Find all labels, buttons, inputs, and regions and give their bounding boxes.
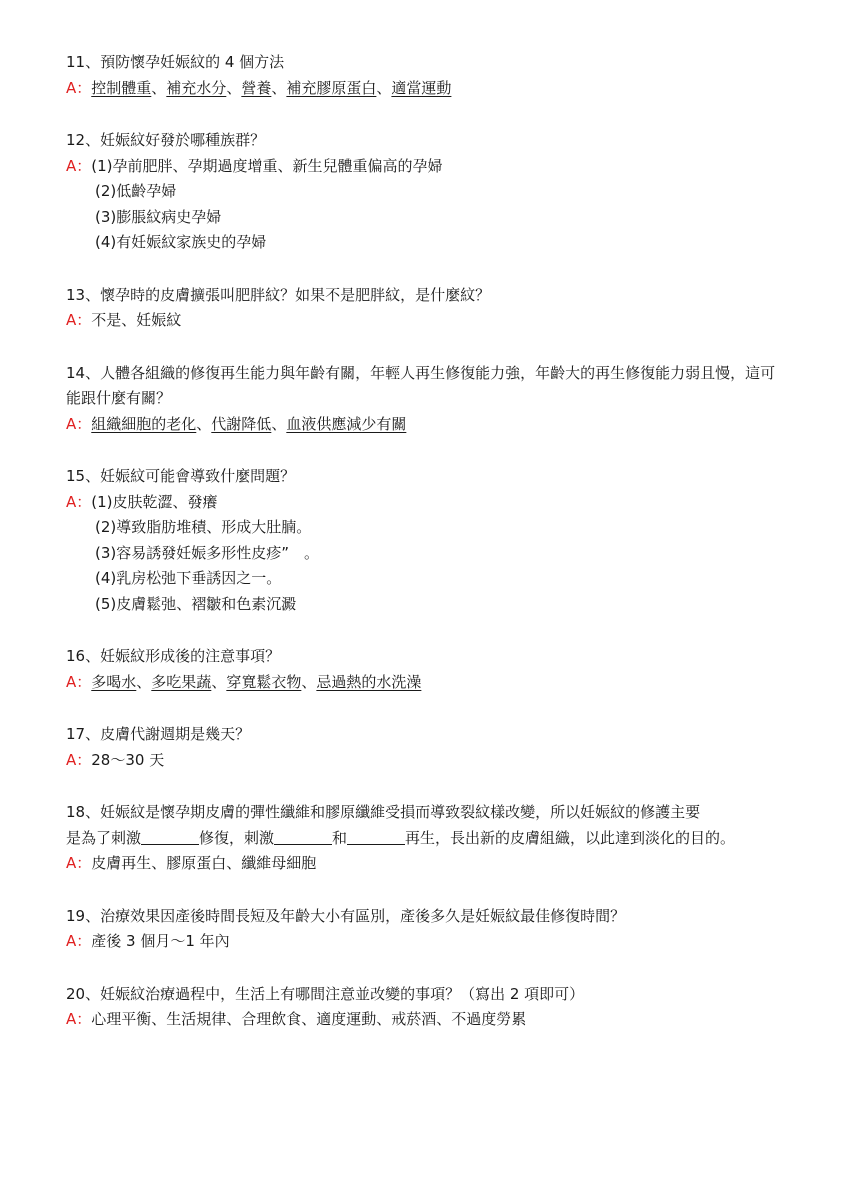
answer-sep: 、: [151, 78, 167, 97]
question-20: 20、妊娠紋治療過程中，生活上有哪間注意並改變的事項？（寫出 2 項即可）: [66, 984, 585, 1003]
answer-label: A：: [66, 672, 92, 691]
qa-item-13: [66, 283, 786, 334]
answer-part: 控制體重: [91, 78, 152, 97]
question-13: 13、懷孕時的皮膚擴張叫肥胖紋？如果不是肥胖紋，是什麼紋？: [66, 285, 491, 304]
answer-17: [66, 748, 786, 774]
answer-15-1: [66, 490, 786, 516]
answer-part: 多喝水: [91, 672, 137, 691]
answer-label: A：: [66, 78, 92, 97]
answer-text: 心理平衡、生活規律、合理飲食、適度運動、戒菸酒、不過度勞累: [91, 1010, 527, 1028]
question-12: 12、妊娠紋好發於哪種族群？: [66, 131, 266, 149]
answer-19: [66, 929, 786, 955]
fill-blank-3: [347, 828, 405, 845]
answer-15-4: (4)乳房松弛下垂誘因之一。: [95, 569, 282, 587]
fill-blank-2: [274, 828, 332, 845]
answer-12-3: (3)膨脹紋病史孕婦: [95, 207, 222, 226]
qa-item-12: [66, 128, 786, 256]
answer-15-3: (3)容易誘發妊娠多形性皮疹” 。: [95, 543, 320, 562]
qa-item-18: [66, 800, 786, 877]
answer-20: [66, 1007, 786, 1033]
answer-sep: 、: [376, 78, 392, 97]
answer-15-2: (2)導致脂肪堆積、形成大肚腩。: [95, 518, 312, 536]
answer-label: A：: [66, 1010, 92, 1028]
qa-item-11: [66, 50, 786, 101]
answer-18: [66, 851, 786, 877]
answer-label: A：: [66, 492, 92, 511]
qa-item-15: [66, 464, 786, 617]
answer-part: 忌過熱的水洗澡: [316, 672, 422, 691]
answer-12-2: (2)低齡孕婦: [95, 182, 177, 200]
answer-part: 補充水分: [166, 78, 227, 97]
answer-label: A：: [66, 156, 92, 175]
answer-13: [66, 308, 786, 334]
answer-text: 不是、妊娠紋: [91, 311, 182, 329]
answer-part: 適當運動: [391, 78, 452, 97]
qa-item-14: [66, 361, 786, 438]
question-text: 再生，長出新的皮膚組織，以此達到淡化的目的。: [405, 828, 736, 847]
question-text: 是為了刺激: [66, 828, 142, 847]
question-15: 15、妊娠紋可能會導致什麼問題？: [66, 467, 296, 485]
answer-text: (1)皮肤乾澀、發癢: [91, 492, 218, 511]
question-text: 修復，刺激: [199, 828, 275, 847]
answer-sep: 、: [301, 672, 317, 691]
answer-sep: 、: [211, 672, 227, 691]
question-11: 11、預防懷孕妊娠紋的 4 個方法: [66, 53, 285, 71]
answer-16: [66, 670, 786, 696]
answer-12-4: (4)有妊娠紋家族史的孕婦: [95, 233, 267, 251]
answer-part: 代謝降低: [211, 414, 272, 433]
question-14: 14、人體各組織的修復再生能力與年齡有關，年輕人再生修復能力強，年齡大的再生修復能力弱且慢，這可能跟什麼有關？: [66, 363, 776, 407]
answer-part: 穿寬鬆衣物: [226, 672, 302, 691]
question-18-line2: [66, 826, 786, 852]
qa-list: [66, 50, 786, 1060]
qa-item-16: [66, 644, 786, 695]
answer-14: [66, 412, 786, 438]
answer-part: 補充膠原蛋白: [286, 78, 377, 97]
question-19: 19、治療效果因產後時間長短及年齡大小有區別，產後多久是妊娠紋最佳修復時間？: [66, 906, 626, 925]
answer-text: 皮膚再生、膠原蛋白、纖維母細胞: [91, 854, 317, 872]
answer-part: 營養: [241, 78, 272, 97]
answer-label: A：: [66, 750, 92, 769]
question-17: 17、皮膚代謝週期是幾天？: [66, 725, 251, 743]
answer-label: A：: [66, 854, 92, 872]
answer-12-1: [66, 154, 786, 180]
answer-part: 多吃果蔬: [151, 672, 212, 691]
answer-part: 組織細胞的老化: [91, 414, 197, 433]
answer-sep: 、: [136, 672, 152, 691]
answer-text: 產後 3 個月～1 年內: [91, 932, 230, 950]
qa-item-20: [66, 982, 786, 1033]
question-text: 和: [332, 828, 348, 847]
answer-11-parts: [91, 79, 451, 97]
answer-11: [66, 76, 786, 102]
answer-label: A：: [66, 414, 92, 433]
answer-15-5: (5)皮膚鬆弛、褶皺和色素沉澱: [95, 594, 297, 613]
answer-sep: 、: [226, 78, 242, 97]
answer-sep: 、: [271, 78, 287, 97]
answer-part: 血液供應減少有關: [286, 414, 407, 433]
answer-text: (1)孕前肥胖、孕期過度增重、新生兒體重偏高的孕婦: [91, 156, 443, 175]
question-16: 16、妊娠紋形成後的注意事項？: [66, 647, 281, 665]
answer-sep: 、: [196, 414, 212, 433]
qa-item-19: [66, 904, 786, 955]
question-18-line1: 18、妊娠紋是懷孕期皮膚的彈性纖維和膠原纖維受損而導致裂紋樣改變，所以妊娠紋的修護主要: [66, 803, 701, 821]
answer-text: 28～30 天: [91, 750, 165, 769]
answer-label: A：: [66, 932, 92, 950]
answer-label: A：: [66, 311, 92, 329]
qa-item-17: [66, 722, 786, 773]
answer-sep: 、: [271, 414, 287, 433]
fill-blank-1: [141, 828, 199, 845]
